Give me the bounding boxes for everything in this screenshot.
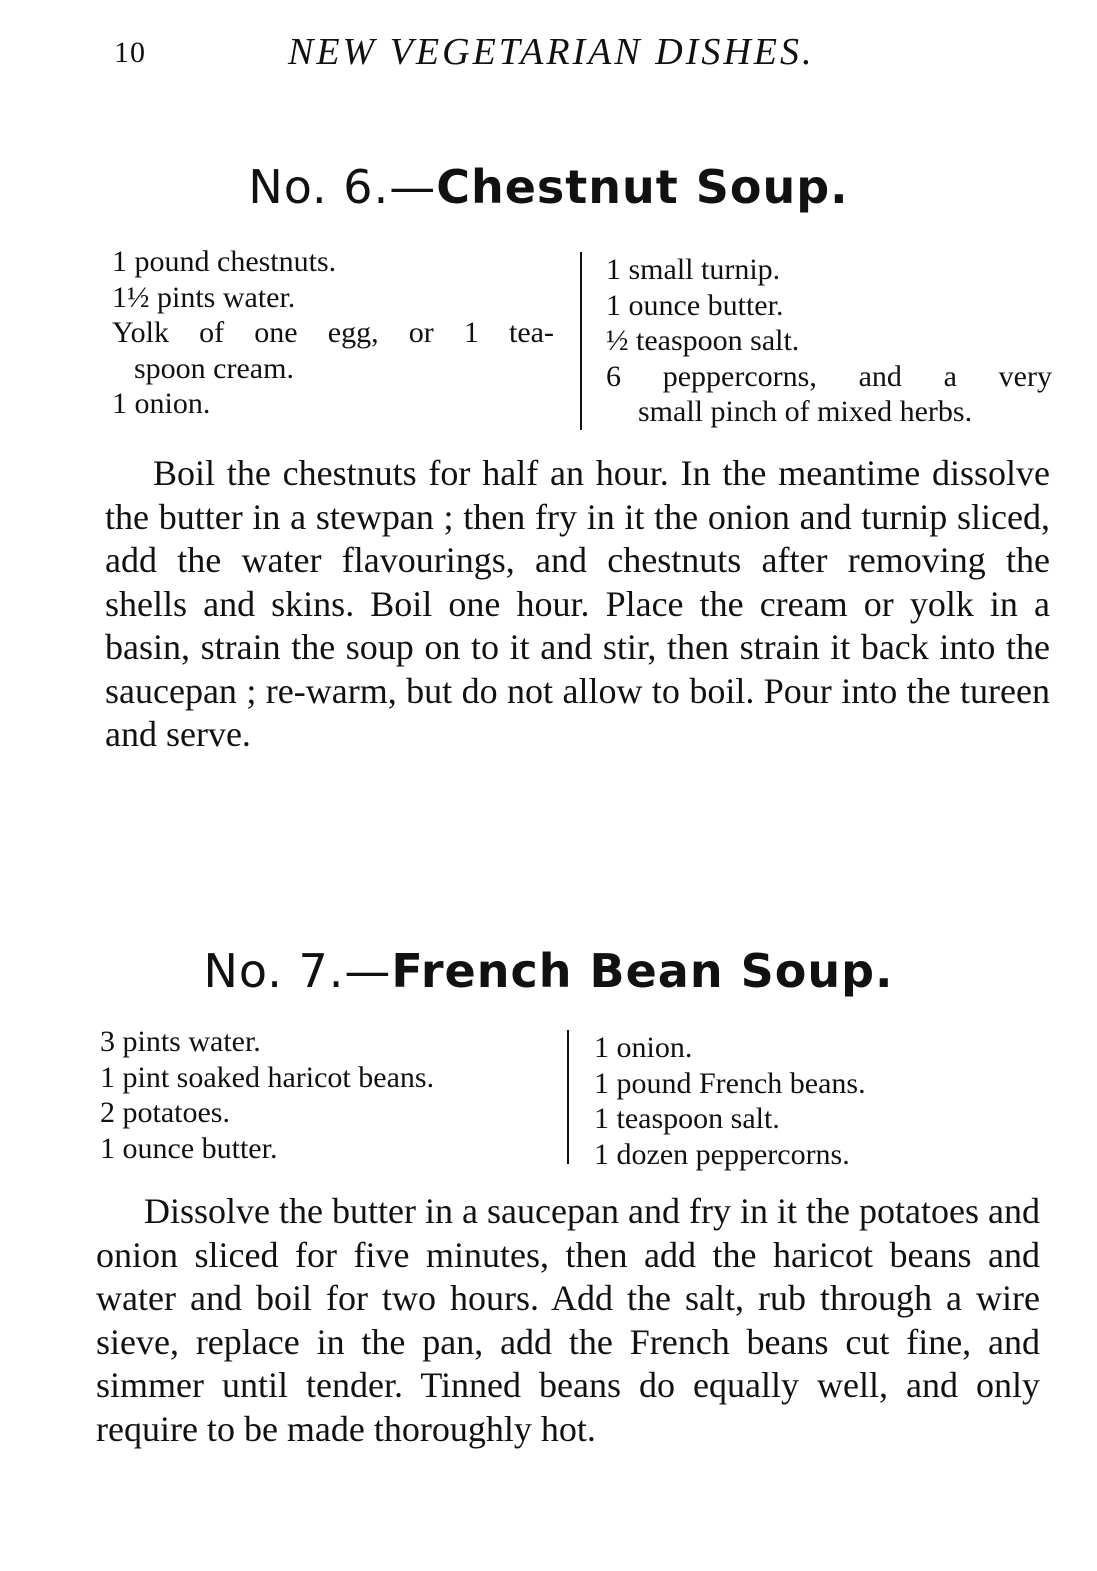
ingredient-item-continued: small pinch of mixed herbs. xyxy=(638,395,973,428)
ingredient-item: 2 potatoes. xyxy=(100,1096,230,1129)
recipe-title xyxy=(0,944,1097,998)
ingredients-left-column xyxy=(100,1024,550,1166)
recipe-name: French Bean Soup. xyxy=(391,944,894,998)
recipe-name: Chestnut Soup. xyxy=(436,160,849,214)
instructions-paragraph: Boil the chestnuts for half an hour. In the meantime dissolve the butter in a stewpan ; then fry in it the onion and turnip sliced, add the water flavourings, and chestnuts after removing the shells and skins. Boil one hour. Place the cream or yolk in a basin, strain the soup on to it and stir, then strain it back into the saucepan ; re-warm, but do not allow to boil. Pour into the tureen and serve. xyxy=(105,453,1050,754)
instructions-paragraph: Dissolve the butter in a saucepan and fry in it the potatoes and onion sliced for five minutes, then add the haricot beans and water and boil for two hours. Add the salt, rub through a wire sieve, replace in the pan, add the French beans cut fine, and simmer until tender. Tinned beans do equally well, and only require to be made thoroughly hot. xyxy=(96,1191,1040,1449)
ingredient-item: 1 pound chestnuts. xyxy=(112,245,337,278)
recipe-number: No. 7. xyxy=(203,944,345,998)
recipe-title xyxy=(0,160,1097,214)
recipe-instructions xyxy=(105,452,1050,757)
ingredient-item: 1 ounce butter. xyxy=(100,1131,278,1165)
ingredient-item: ½ teaspoon salt. xyxy=(606,324,800,357)
running-head xyxy=(0,30,1097,80)
ingredient-item: 1 onion. xyxy=(594,1031,693,1064)
ingredient-item: 1 pound French beans. xyxy=(594,1066,866,1100)
ingredients-right-column xyxy=(594,1030,994,1172)
ingredient-item: 1 ounce butter. xyxy=(606,288,784,322)
column-divider xyxy=(580,252,582,430)
ingredient-item: 1 pint soaked haricot beans. xyxy=(100,1060,435,1094)
ingredient-item-continued: spoon cream. xyxy=(134,351,294,385)
ingredient-item: 6 peppercorns, and a very xyxy=(606,359,1052,393)
ingredient-item: 3 pints water. xyxy=(100,1025,261,1058)
ingredient-item: 1½ pints water. xyxy=(112,280,296,314)
recipe-instructions xyxy=(96,1190,1040,1451)
ingredient-item: 1 small turnip. xyxy=(606,253,781,286)
page-number: 10 xyxy=(114,36,146,69)
ingredient-item: 1 onion. xyxy=(112,387,211,420)
ingredients-left-column xyxy=(112,244,554,422)
ingredient-item: Yolk of one egg, or 1 tea- xyxy=(112,316,554,349)
title-dash: — xyxy=(344,944,392,998)
ingredients-right-column xyxy=(606,252,1052,430)
ingredient-item: 1 teaspoon salt. xyxy=(594,1102,780,1135)
title-dash: — xyxy=(389,160,437,214)
recipe-number: No. 6. xyxy=(248,160,390,214)
ingredient-item: 1 dozen peppercorns. xyxy=(594,1137,850,1171)
running-title: NEW VEGETARIAN DISHES. xyxy=(288,31,815,73)
column-divider xyxy=(567,1030,569,1164)
